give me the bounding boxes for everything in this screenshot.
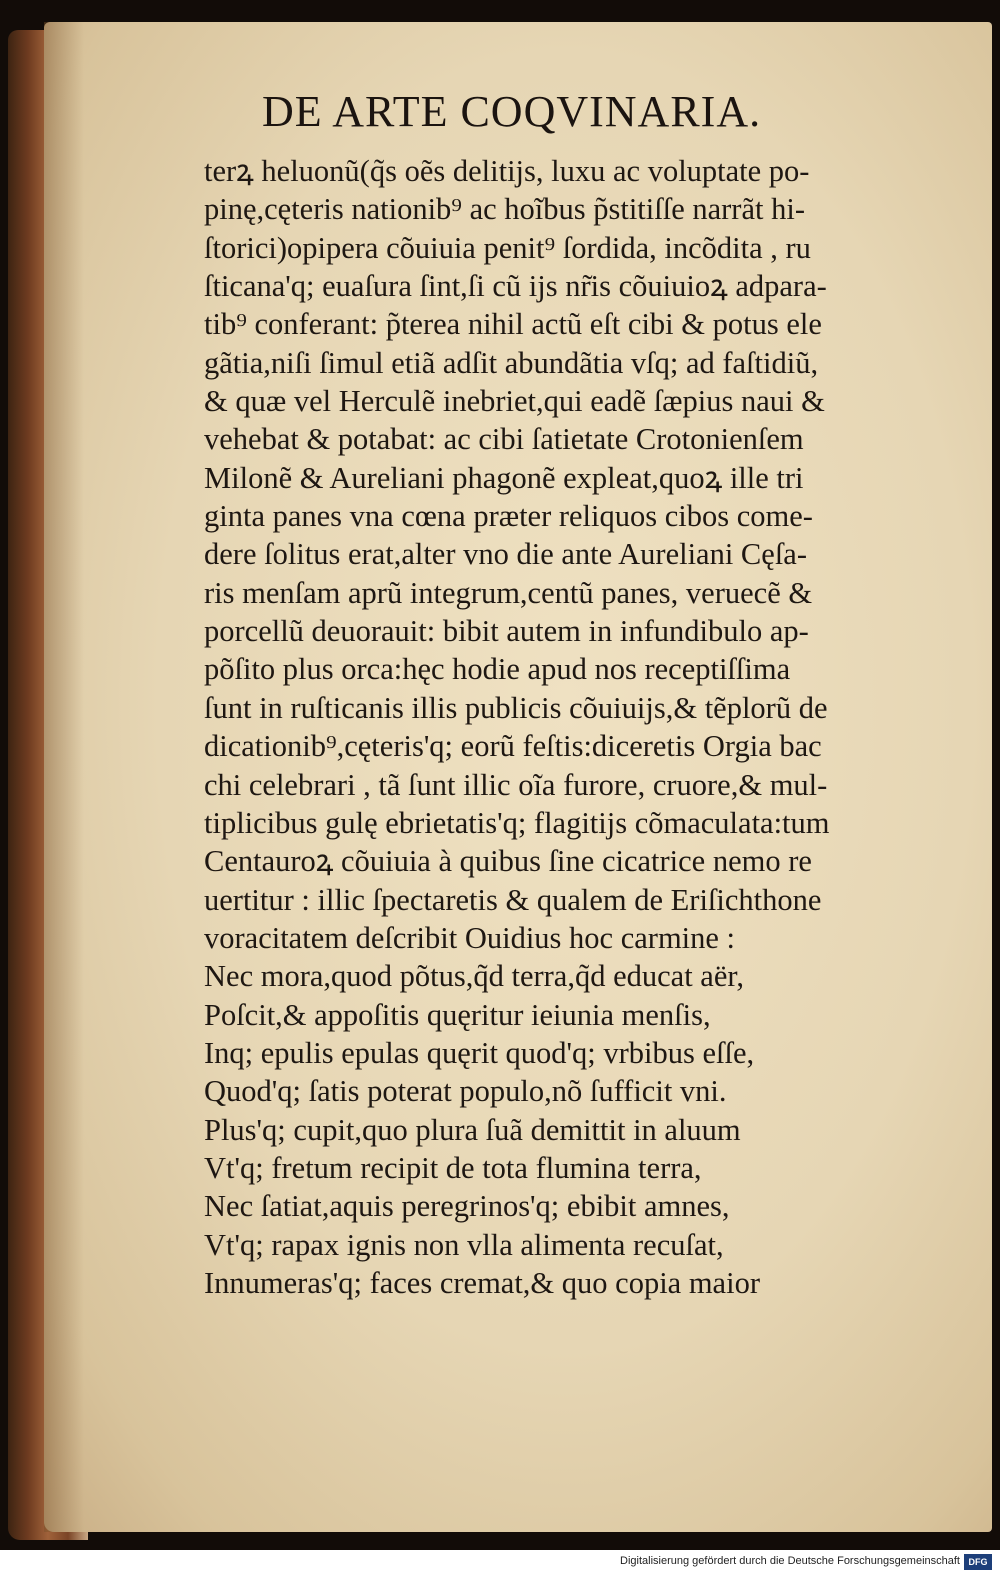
footer-bar — [0, 1550, 1000, 1576]
text-line: Milonẽ & Aureliani phagonẽ expleat,quoꝝ ille tri — [204, 460, 804, 495]
text-line: dere ſolitus erat,alter vno die ante Aureliani Cęſa- — [204, 537, 807, 572]
verse-line: Plus'q; cupit,quo plura ſuã demittit in aluum — [204, 1112, 741, 1147]
text-line: ginta panes vna cœna præter reliquos cibos come- — [204, 499, 813, 534]
verse-line: Innumeras'q; faces cremat,& quo copia maior — [204, 1265, 760, 1300]
text-line: pinę,cęteris nationib⁹ ac hoĩbus p̃stitiſſe narrãt hi- — [204, 192, 805, 227]
text-line: tiplicibus gulę ebrietatis'q; flagitijs cõmaculata:tum — [204, 805, 830, 840]
text-line: gãtia,niſi ſimul etiã adſit abundãtia vſq; ad faſtidiũ, — [204, 345, 819, 380]
running-head: DE ARTE COQVINARIA. — [262, 87, 762, 136]
verse-line: Inq; epulis epulas quęrit quod'q; vrbibus eſſe, — [204, 1035, 755, 1070]
text-line: dicationib⁹,cęteris'q; eorũ feſtis:diceretis Orgia bac — [204, 729, 822, 764]
verse-line: Quod'q; ſatis poterat populo,nõ ſufficit vni. — [204, 1074, 727, 1109]
text-line: tib⁹ conferant: p̃terea nihil actũ eſt cibi & potus ele — [204, 307, 822, 342]
verse-line: Nec ſatiat,aquis peregrinos'q; ebibit amnes, — [204, 1189, 730, 1224]
verse-line: Poſcit,& appoſitis quęritur ieiunia menſis, — [204, 997, 711, 1032]
verse-line: Nec mora,quod põtus,q̃d terra,q̃d educat aër, — [204, 959, 744, 994]
dfg-logo[interactable]: DFG — [964, 1554, 992, 1570]
text-line: porcellũ deuorauit: bibit autem in infundibulo ap- — [204, 614, 809, 649]
text-line: & quæ vel Herculẽ inebriet,qui eadẽ ſæpius naui & — [204, 384, 825, 419]
text-line: vehebat & potabat: ac cibi ſatietate Crotonienſem — [204, 422, 804, 457]
text-line: voracitatem deſcribit Ouidius hoc carmine : — [204, 920, 736, 955]
text-block — [204, 152, 944, 1302]
text-line: terꝝ heluonũ(q̃s oẽs delitijs, luxu ac voluptate po- — [204, 154, 810, 188]
text-line: ſtorici)opipera cõuiuia penit⁹ ſordida, incõdita , ru — [204, 230, 811, 265]
text-line: uertitur : illic ſpectaretis & qualem de Eriſichthone — [204, 882, 822, 917]
verse-line: Vt'q; rapax ignis non vlla alimenta recuſat, — [204, 1227, 724, 1262]
page-gutter-shadow — [44, 22, 84, 1532]
text-line: ſunt in ruſticanis illis publicis cõuiuijs,& tẽplorũ de — [204, 690, 828, 725]
text-line: põſito plus orca:hęc hodie apud nos receptiſſima — [204, 652, 791, 687]
text-line: ſticana'q; euaſura ſint,ſi cũ ijs nr̃is cõuiuioꝝ adpara- — [204, 269, 827, 304]
text-line: Centauroꝝ cõuiuia à quibus ſine cicatrice nemo re — [204, 844, 812, 879]
text-line: chi celebrari , tã ſunt illic oĩa furore, cruore,& mul- — [204, 767, 828, 802]
text-line: ris menſam aprũ integrum,centũ panes, veruecẽ & — [204, 575, 813, 610]
verse-line: Vt'q; fretum recipit de tota flumina terra, — [204, 1150, 702, 1185]
funding-credit: Digitalisierung gefördert durch die Deutsche Forschungsgemeinschaft — [620, 1555, 960, 1567]
